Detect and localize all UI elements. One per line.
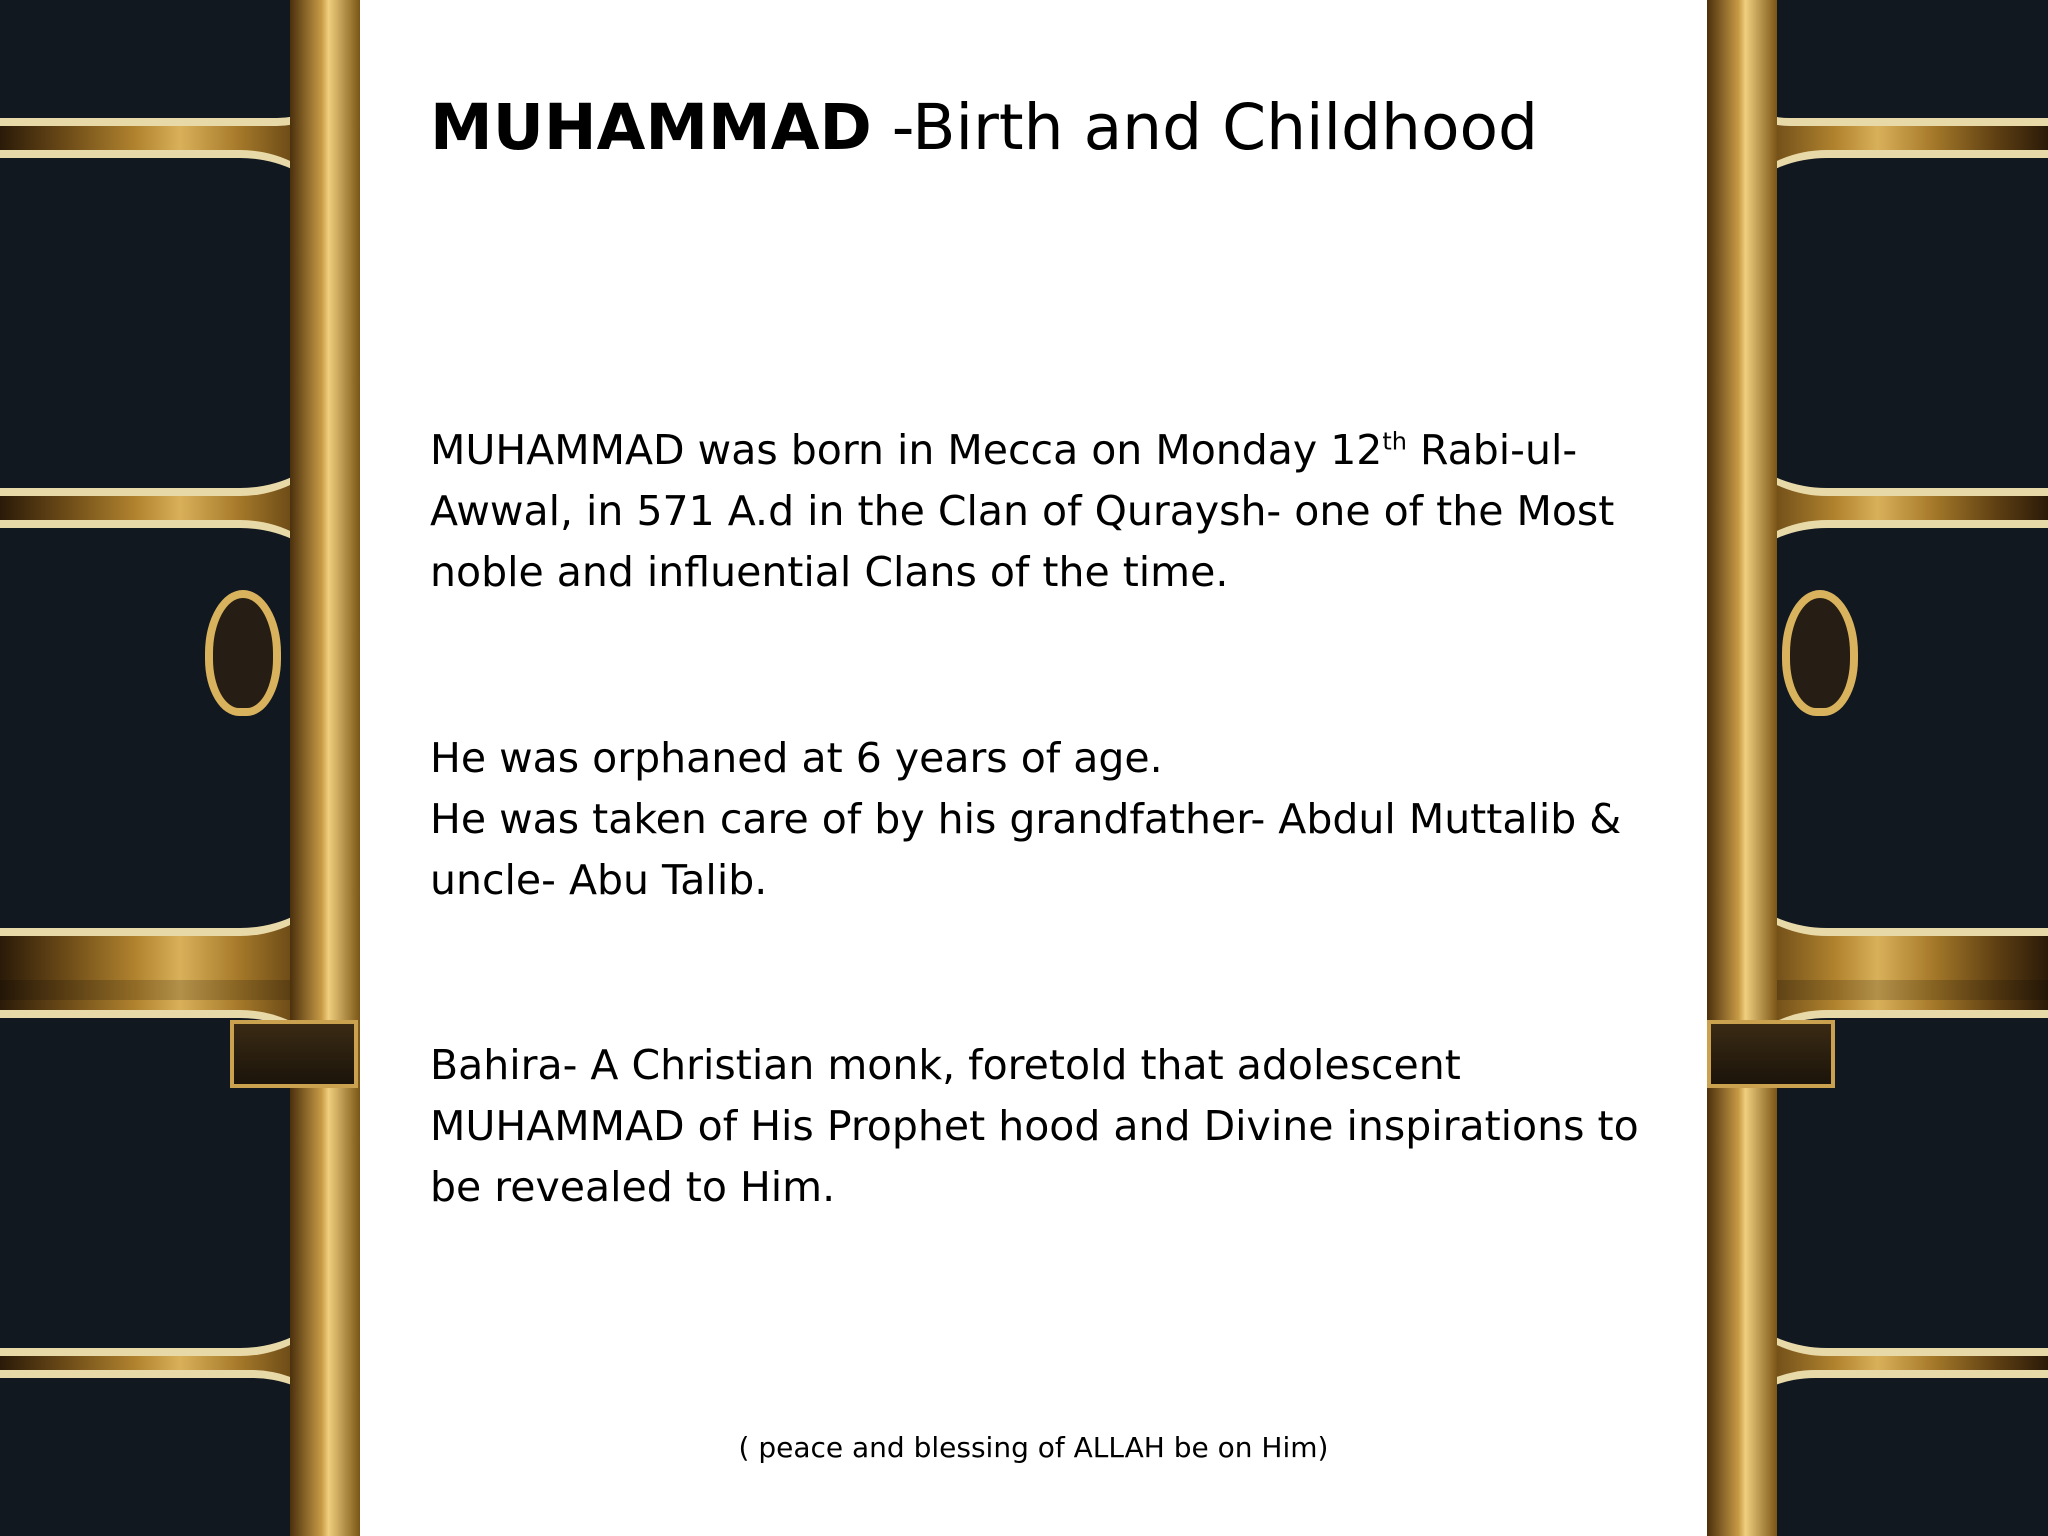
title-bold: MUHAMMAD bbox=[430, 91, 872, 164]
door-ornament-icon bbox=[1782, 590, 1858, 716]
door-pillar bbox=[1707, 0, 1777, 1536]
guardian-line: He was taken care of by his grandfather- Abdul Muttalib & uncle- Abu Talib. bbox=[430, 795, 1622, 904]
orphan-paragraph bbox=[430, 728, 1700, 911]
orphan-line: He was orphaned at 6 years of age. bbox=[430, 734, 1163, 782]
left-decorative-border bbox=[0, 0, 360, 1536]
door-pillar bbox=[290, 0, 360, 1536]
slide-title bbox=[430, 88, 1680, 168]
door-latch-icon bbox=[1707, 1020, 1835, 1088]
blessing-footer: ( peace and blessing of ALLAH be on Him) bbox=[738, 1431, 1329, 1464]
birth-text: MUHAMMAD was born in Mecca on Monday 12 bbox=[430, 426, 1383, 474]
birth-text-continued: Rabi-ul-Awwal, in 571 A.d in the Clan of Quraysh- one of the Most noble and influential Clans of the time. bbox=[430, 426, 1615, 596]
door-latch-icon bbox=[230, 1020, 358, 1088]
title-rest: -Birth and Childhood bbox=[871, 91, 1539, 164]
ordinal-suffix: th bbox=[1382, 427, 1408, 456]
birth-paragraph bbox=[430, 420, 1700, 603]
bahira-paragraph: Bahira- A Christian monk, foretold that adolescent MUHAMMAD of His Prophet hood and Divine inspirations to be revealed to Him. bbox=[430, 1041, 1639, 1211]
door-ornament-icon bbox=[205, 590, 281, 716]
right-decorative-border bbox=[1707, 0, 2048, 1536]
